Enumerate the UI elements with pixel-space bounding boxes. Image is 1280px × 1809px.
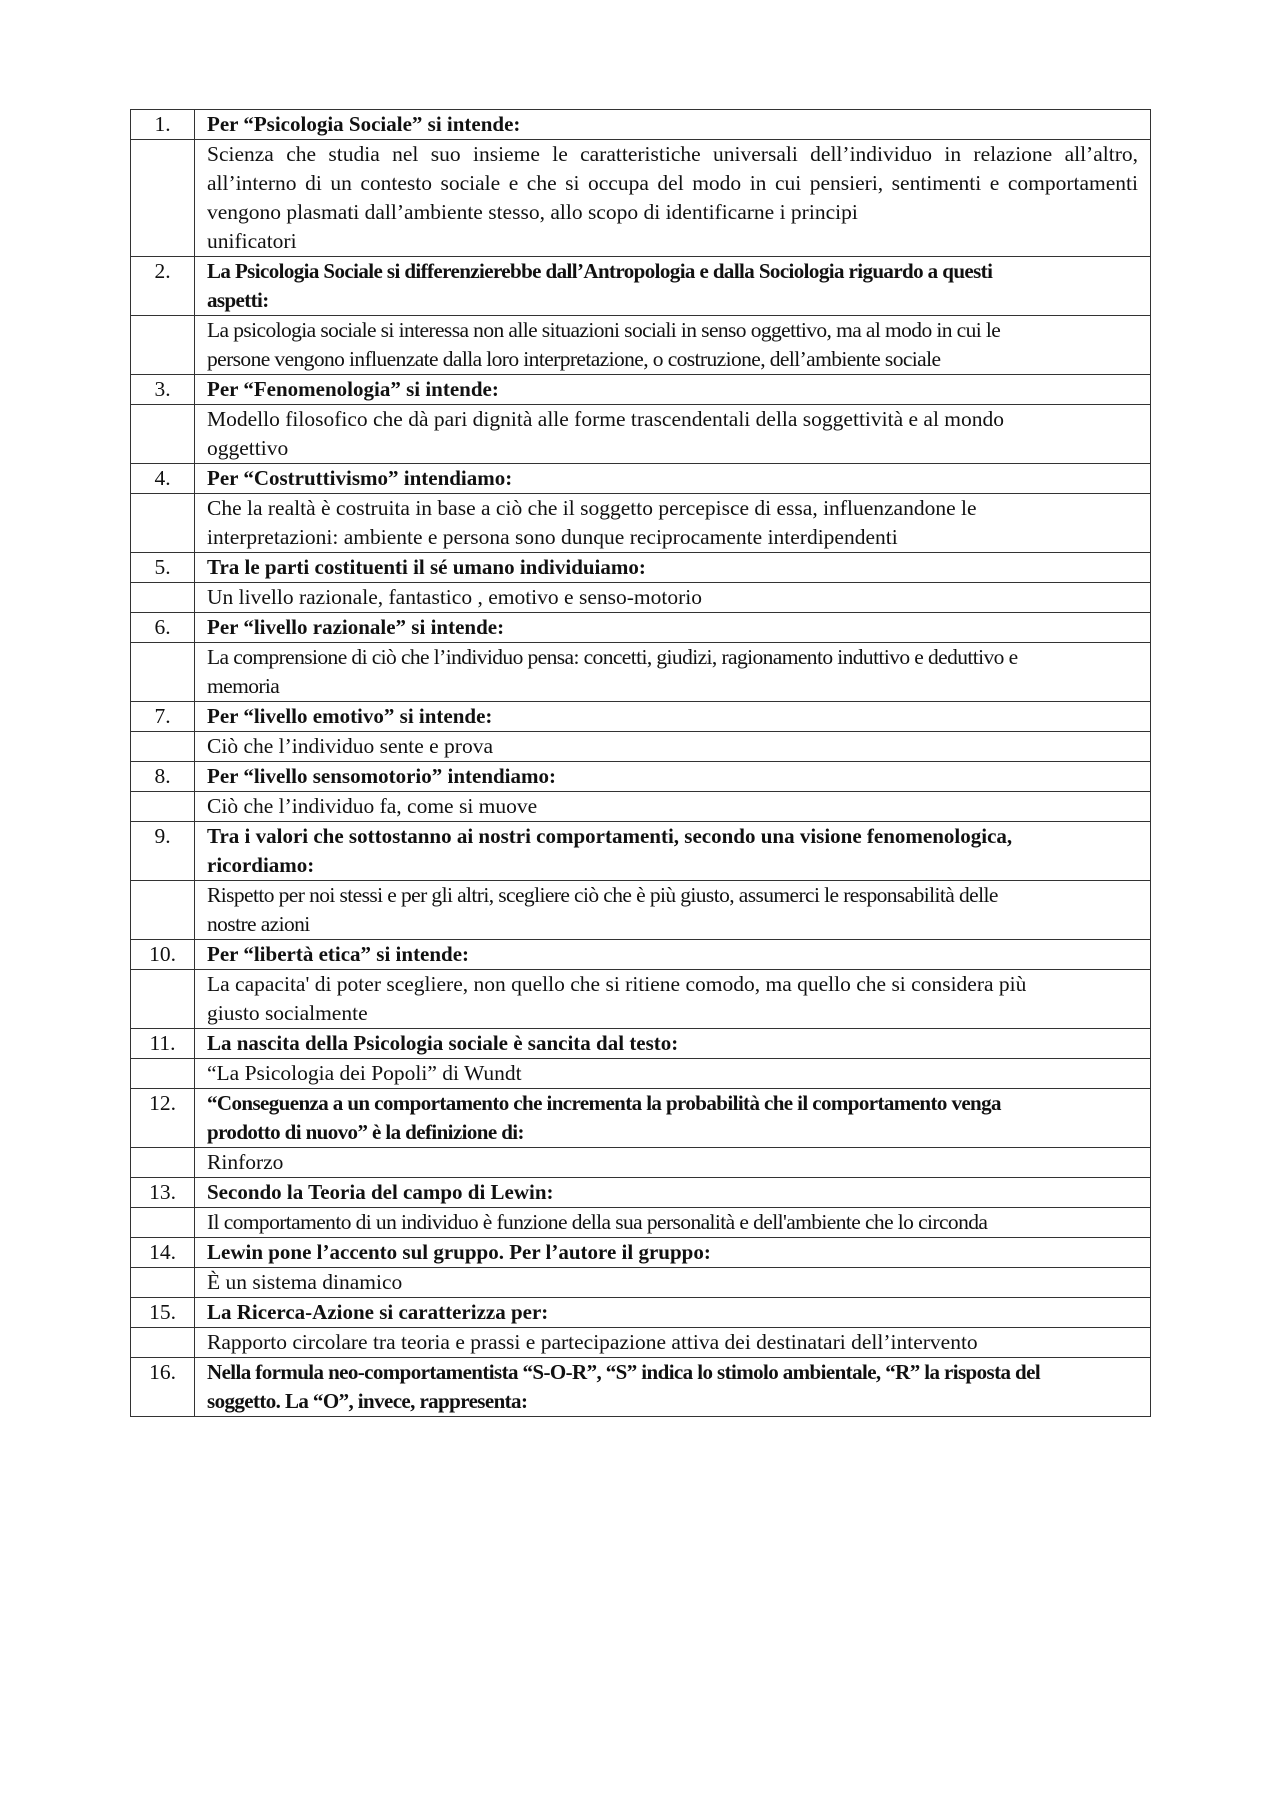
answer-row xyxy=(131,494,1151,553)
answer-row xyxy=(131,643,1151,702)
question-row xyxy=(131,1238,1151,1268)
question-text: Per “livello sensomotorio” intendiamo: xyxy=(195,762,1151,792)
question-number: 16. xyxy=(131,1358,195,1417)
question-text: La Psicologia Sociale si differenzierebbe dall’Antropologia e dalla Sociologia riguardo a questi aspetti: xyxy=(195,257,1151,316)
question-number: 7. xyxy=(131,702,195,732)
question-number: 10. xyxy=(131,940,195,970)
question-number: 6. xyxy=(131,613,195,643)
answer-text: Un livello razionale, fantastico , emotivo e senso-motorio xyxy=(195,583,1151,613)
question-text: Per “libertà etica” si intende: xyxy=(195,940,1151,970)
question-text: Tra i valori che sottostanno ai nostri comportamenti, secondo una visione fenomenologica, ricordiamo: xyxy=(195,822,1151,881)
answer-row xyxy=(131,1208,1151,1238)
answer-text: “La Psicologia dei Popoli” di Wundt xyxy=(195,1059,1151,1089)
question-number: 11. xyxy=(131,1029,195,1059)
answer-text: Modello filosofico che dà pari dignità alle forme trascendentali della soggettività e al mondo oggettivo xyxy=(195,405,1151,464)
question-text: “Conseguenza a un comportamento che incrementa la probabilità che il comportamento venga prodotto di nuovo” è la definizione di: xyxy=(195,1089,1151,1148)
answer-row xyxy=(131,1148,1151,1178)
answer-text: La psicologia sociale si interessa non alle situazioni sociali in senso oggettivo, ma al modo in cui le persone vengono influenzate dalla loro interpretazione, o costruzione, dell’ambiente sociale xyxy=(195,316,1151,375)
question-row xyxy=(131,1358,1151,1417)
question-text: Nella formula neo-comportamentista “S-O-R”, “S” indica lo stimolo ambientale, “R” la risposta del soggetto. La “O”, invece, rappresenta: xyxy=(195,1358,1151,1417)
question-text: Per “livello razionale” si intende: xyxy=(195,613,1151,643)
question-number: 1. xyxy=(131,110,195,140)
answer-row xyxy=(131,583,1151,613)
question-text: La nascita della Psicologia sociale è sancita dal testo: xyxy=(195,1029,1151,1059)
question-number: 15. xyxy=(131,1298,195,1328)
question-number: 5. xyxy=(131,553,195,583)
question-number: 2. xyxy=(131,257,195,316)
question-text: Per “Psicologia Sociale” si intende: xyxy=(195,110,1151,140)
answer-row xyxy=(131,881,1151,940)
question-number: 9. xyxy=(131,822,195,881)
answer-text: La capacita' di poter scegliere, non quello che si ritiene comodo, ma quello che si considera più giusto socialmente xyxy=(195,970,1151,1029)
question-text: Secondo la Teoria del campo di Lewin: xyxy=(195,1178,1151,1208)
question-text: La Ricerca-Azione si caratterizza per: xyxy=(195,1298,1151,1328)
answer-row xyxy=(131,1268,1151,1298)
question-row xyxy=(131,257,1151,316)
question-row xyxy=(131,1178,1151,1208)
document-page xyxy=(130,109,1150,1417)
question-row xyxy=(131,110,1151,140)
answer-text: La comprensione di ciò che l’individuo pensa: concetti, giudizi, ragionamento induttivo e deduttivo e memoria xyxy=(195,643,1151,702)
answer-row xyxy=(131,1328,1151,1358)
answer-text: Ciò che l’individuo sente e prova xyxy=(195,732,1151,762)
answer-text: Scienza che studia nel suo insieme le caratteristiche universali dell’individuo in relazione all’altro, all’interno di un contesto sociale e che si occupa del modo in cui pensieri, sentimenti e comportamenti vengono plasmati dall’ambiente stesso, allo scopo di identificarne i principi unificatori xyxy=(195,140,1151,257)
answer-row xyxy=(131,316,1151,375)
question-number: 8. xyxy=(131,762,195,792)
answer-row xyxy=(131,140,1151,257)
question-number: 3. xyxy=(131,375,195,405)
answer-row xyxy=(131,732,1151,762)
answer-text: Il comportamento di un individuo è funzione della sua personalità e dell'ambiente che lo circonda xyxy=(195,1208,1151,1238)
qa-table xyxy=(130,109,1151,1417)
question-row xyxy=(131,702,1151,732)
question-row xyxy=(131,553,1151,583)
answer-text: Ciò che l’individuo fa, come si muove xyxy=(195,792,1151,822)
question-number: 4. xyxy=(131,464,195,494)
answer-text: Che la realtà è costruita in base a ciò che il soggetto percepisce di essa, influenzandone le interpretazioni: ambiente e persona sono dunque reciprocamente interdipendenti xyxy=(195,494,1151,553)
question-number: 14. xyxy=(131,1238,195,1268)
answer-row xyxy=(131,1059,1151,1089)
question-row xyxy=(131,375,1151,405)
question-text: Per “Fenomenologia” si intende: xyxy=(195,375,1151,405)
answer-text: Rapporto circolare tra teoria e prassi e partecipazione attiva dei destinatari dell’intervento xyxy=(195,1328,1151,1358)
question-row xyxy=(131,1298,1151,1328)
question-row xyxy=(131,464,1151,494)
question-number: 12. xyxy=(131,1089,195,1148)
question-text: Per “Costruttivismo” intendiamo: xyxy=(195,464,1151,494)
answer-text: Rinforzo xyxy=(195,1148,1151,1178)
question-row xyxy=(131,613,1151,643)
question-row xyxy=(131,1089,1151,1148)
question-row xyxy=(131,822,1151,881)
answer-text: È un sistema dinamico xyxy=(195,1268,1151,1298)
question-text: Per “livello emotivo” si intende: xyxy=(195,702,1151,732)
question-text: Lewin pone l’accento sul gruppo. Per l’autore il gruppo: xyxy=(195,1238,1151,1268)
answer-row xyxy=(131,970,1151,1029)
question-number: 13. xyxy=(131,1178,195,1208)
question-row xyxy=(131,940,1151,970)
question-row xyxy=(131,762,1151,792)
answer-row xyxy=(131,792,1151,822)
answer-row xyxy=(131,405,1151,464)
answer-text: Rispetto per noi stessi e per gli altri, scegliere ciò che è più giusto, assumerci le responsabilità delle nostre azioni xyxy=(195,881,1151,940)
question-text: Tra le parti costituenti il sé umano individuiamo: xyxy=(195,553,1151,583)
question-row xyxy=(131,1029,1151,1059)
